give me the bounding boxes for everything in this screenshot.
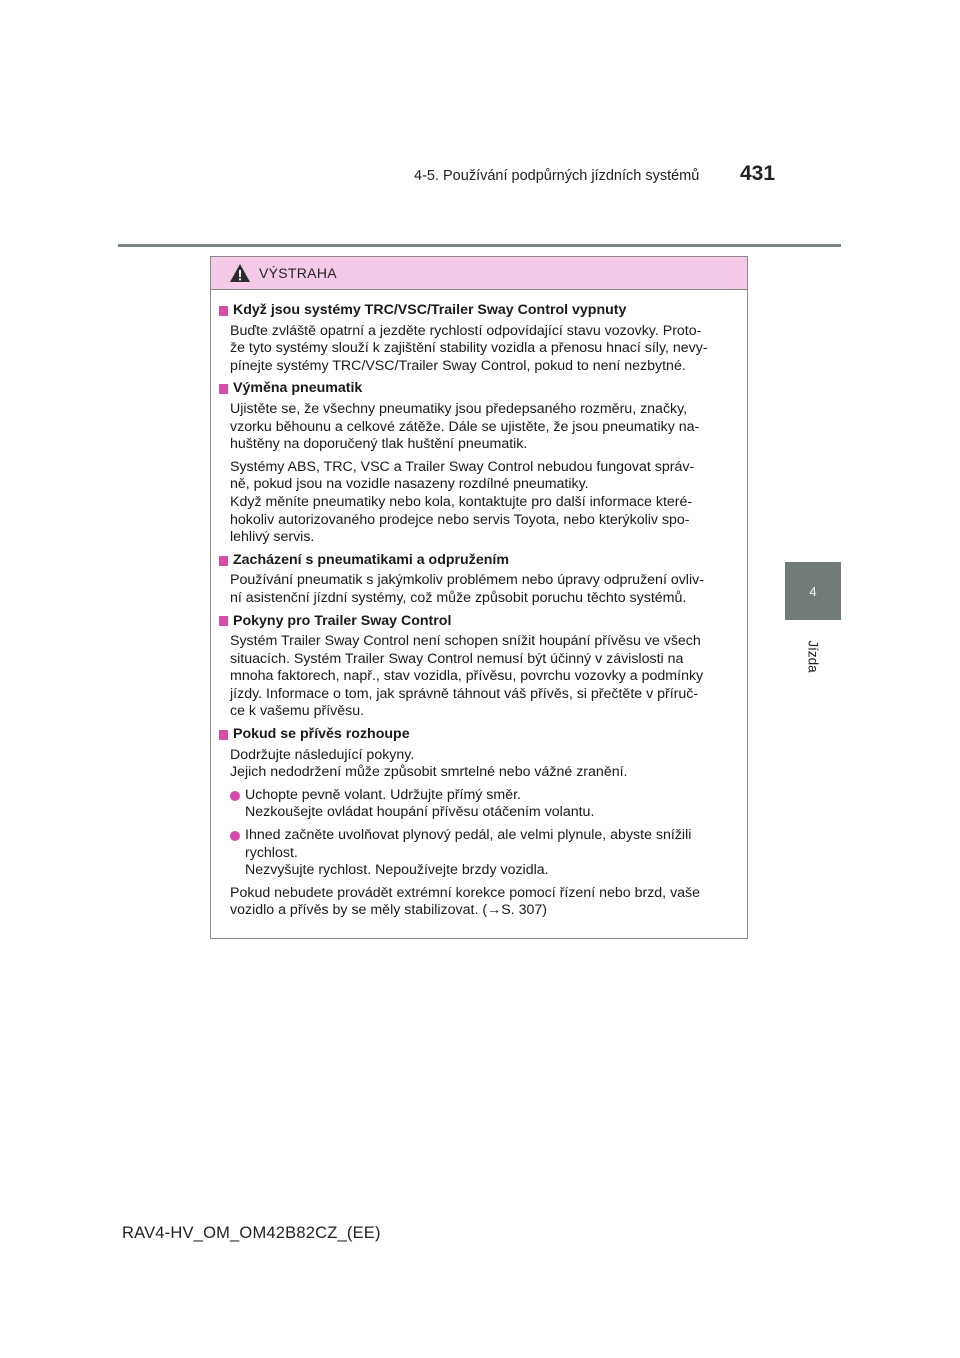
topic <box>219 613 739 722</box>
topic <box>219 552 739 608</box>
page-number: 431 <box>740 162 776 185</box>
chapter-label: Jízda <box>805 639 821 673</box>
page-reference: vozidlo a přívěs by se měly stabilizovat. (→S. 307) <box>230 902 547 919</box>
header-rule <box>118 244 841 247</box>
topic-heading: Zacházení s pneumatikami a odpružením <box>219 552 739 570</box>
paragraph: Systém Trailer Sway Control není schopen snížit houpání přívěsu ve všech situacích. Systém Trailer Sway Control nemusí být účinný v závislosti na mnoha faktorech, např., stav vozidla, přívěsu, povrchu vozovky a podmínky jízdy. Informace o tom, jak správně táhnout váš přívěs, si přečtěte v příruč- ce k vašemu přívěsu. <box>230 633 704 720</box>
round-bullet-icon <box>230 791 240 801</box>
square-bullet-icon <box>219 556 228 566</box>
paragraph: Používání pneumatik s jakýmkoliv problémem nebo úpravy odpružení ovliv- ní asistenční jízdní systémy, což může způsobit poruchu těchto systémů. <box>230 572 704 606</box>
warning-body <box>211 290 747 920</box>
chapter-number: 4 <box>809 583 817 599</box>
paragraph: Systémy ABS, TRC, VSC a Trailer Sway Control nebudou fungovat správ- ně, pokud jsou na vozidle nasazeny rozdílné pneumatiky. Když měníte pneumatiky nebo kola, kontaktujte pro další informace které- hokoliv autorizovaného prodejce nebo servis Toyota, nebo kterýkoliv spo- lehlivý servis. <box>230 458 695 546</box>
topic-heading: Pokud se přívěs rozhoupe <box>219 726 739 744</box>
topic-heading: Když jsou systémy TRC/VSC/Trailer Sway Control vypnuty <box>219 302 739 320</box>
warning-triangle-icon <box>229 263 251 283</box>
document-code: RAV4-HV_OM_OM42B82CZ_(EE) <box>122 1224 381 1242</box>
paragraph: Ujistěte se, že všechny pneumatiky jsou předepsaného rozměru, značky, vzorku běhounu a celkové zátěže. Dále se ujistěte, že jsou pneumatiky na- huštěny na doporučený tlak huštění pneumatik. <box>230 400 700 453</box>
sway-bullet: Uchopte pevně volant. Udržujte přímý směr. Nezkoušejte ovládat houpání přívěsu otáčením volantu. <box>219 787 739 822</box>
sway-outro: Pokud nebudete provádět extrémní korekce pomocí řízení nebo brzd, vaše vozidlo a přívěs by se měly stabilizovat. (→S. 307) <box>219 885 739 920</box>
sway-intro: Dodržujte následující pokyny. Jejich nedodržení může způsobit smrtelné nebo vážné zranění. <box>230 746 628 781</box>
sway-bullet: Ihned začněte uvolňovat plynový pedál, ale velmi plynule, abyste snížili rychlost. Nezvyšujte rychlost. Nepoužívejte brzdy vozidla. <box>219 827 739 880</box>
warning-title: VÝSTRAHA <box>259 265 337 281</box>
square-bullet-icon <box>219 384 228 394</box>
paragraph: Buďte zvláště opatrní a jezděte rychlostí odpovídající stavu vozovky. Proto- že tyto systémy slouží k zajištění stability vozidla a přenosu hnací síly, nevy- pínejte systémy TRC/VSC/Trailer Sway Control, pokud to není nezbytné. <box>230 322 708 374</box>
topic-list <box>219 302 739 721</box>
round-bullet-icon <box>230 831 240 841</box>
topic <box>219 302 739 375</box>
warning-header <box>211 257 747 290</box>
square-bullet-icon <box>219 306 228 316</box>
topic-heading: Pokyny pro Trailer Sway Control <box>219 613 739 631</box>
topic-heading: Výměna pneumatik <box>219 380 739 398</box>
topic <box>219 380 739 546</box>
square-bullet-icon <box>219 616 228 626</box>
topic-sway <box>219 726 739 920</box>
chapter-tab <box>785 562 841 620</box>
square-bullet-icon <box>219 730 228 740</box>
warning-box <box>210 256 748 939</box>
header-section-title: 4-5. Používání podpůrných jízdních systémů <box>414 168 700 184</box>
